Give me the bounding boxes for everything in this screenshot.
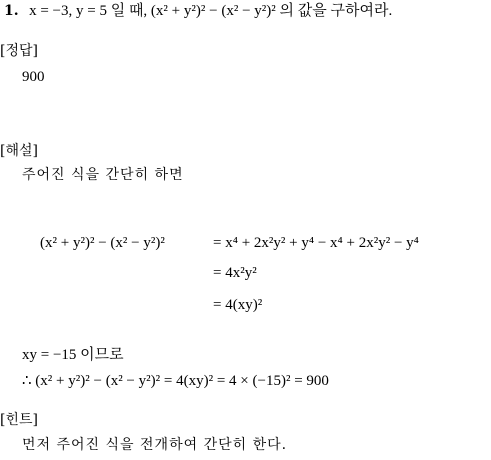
solution-line2-rhs: = 4x²y² <box>213 265 257 281</box>
problem-statement: x = −3, y = 5 일 때, (x² + y²)² − (x² − y²)² 의 값을 구하여라. <box>29 3 393 19</box>
solution-intro: 주어진 식을 간단히 하면 <box>22 167 184 183</box>
problem-number: 1. <box>4 3 19 19</box>
solution-xy-line: xy = −15 이므로 <box>22 347 124 363</box>
hint-label: [힌트] <box>0 412 38 428</box>
solution-line3-rhs: = 4(xy)² <box>213 297 263 313</box>
answer-value: 900 <box>22 69 45 85</box>
problem-line <box>4 4 392 19</box>
hint-text: 먼저 주어진 식을 전개하여 간단히 한다. <box>22 437 288 453</box>
solution-line1-rhs: = x⁴ + 2x²y² + y⁴ − x⁴ + 2x²y² − y⁴ <box>213 235 419 251</box>
solution-conclusion: ∴ (x² + y²)² − (x² − y²)² = 4(xy)² = 4 × (−15)² = 900 <box>22 373 329 389</box>
solution-line1-lhs: (x² + y²)² − (x² − y²)² <box>40 235 165 251</box>
solution-label: [해설] <box>0 143 38 159</box>
answer-label: [정답] <box>0 43 38 59</box>
